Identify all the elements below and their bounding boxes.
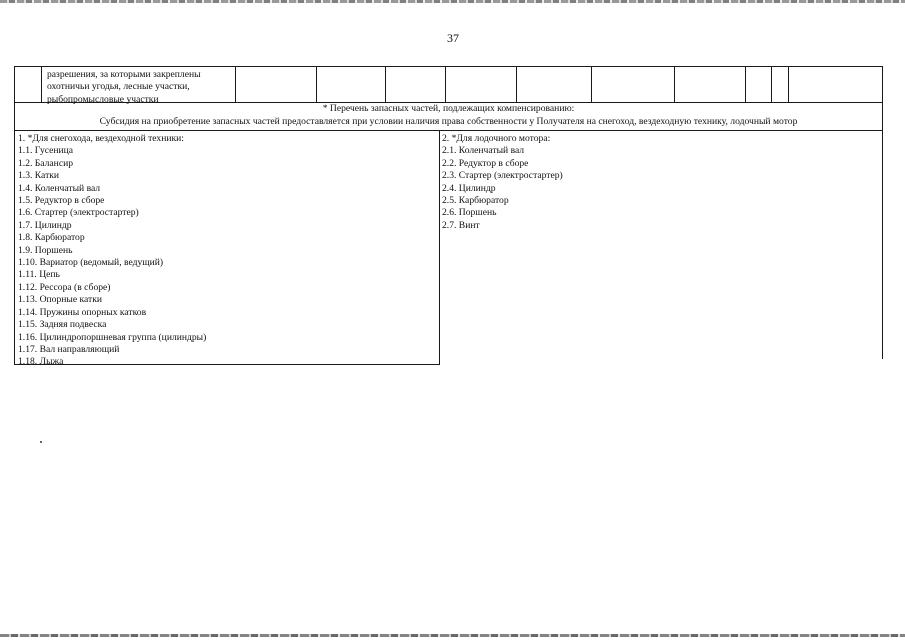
table-row-divider	[14, 130, 883, 131]
table-col-divider	[745, 66, 746, 103]
list-heading: 1. *Для снегохода, вездеходной техники:	[18, 133, 184, 144]
snowmobile-parts-list	[18, 133, 206, 369]
list-item: 1.16. Цилиндропоршневая группа (цилиндры)	[18, 331, 207, 343]
list-item: 1.4. Коленчатый вал	[18, 182, 101, 194]
list-item: 1.1. Гусеница	[18, 145, 74, 157]
page-number: 37	[447, 31, 459, 45]
table-col-divider	[516, 66, 517, 103]
list-item: 2.2. Редуктор в сборе	[442, 157, 529, 169]
list-item: 1.15. Задняя подвеска	[18, 319, 107, 331]
list-item: 2.1. Коленчатый вал	[442, 145, 525, 157]
list-item: 1.5. Редуктор в сборе	[18, 195, 105, 207]
list-item: 2.7. Винт	[442, 219, 480, 231]
list-item: 1.10. Вариатор (ведомый, ведущий)	[18, 257, 164, 269]
list-col-divider	[439, 130, 440, 365]
document-table	[14, 66, 883, 368]
list-item: 1.6. Стартер (электростартер)	[18, 207, 139, 219]
carryover-line: разрешения, за которыми закреплены	[47, 69, 201, 80]
list-item: 2.4. Цилиндр	[442, 182, 496, 194]
carryover-cell-text	[47, 69, 201, 106]
list-heading: 2. *Для лодочного мотора:	[442, 133, 551, 144]
spare-parts-note-text: Субсидия на приобретение запасных частей предоставляется при условии наличия права собственности у Получателя на снегоход, вездеходную технику, лодочный мотор	[99, 116, 798, 127]
list-item: 2.3. Стартер (электростартер)	[442, 170, 563, 182]
table-col-divider	[674, 66, 675, 103]
carryover-line: рыбопромысловые участки	[47, 93, 159, 105]
list-item: 2.5. Карбюратор	[442, 195, 509, 207]
list-item: 1.17. Вал направляющий	[18, 343, 120, 355]
table-col-divider	[445, 66, 446, 103]
table-col-divider	[41, 66, 42, 103]
list-item: 1.9. Поршень	[18, 244, 73, 256]
list-item: 1.14. Пружины опорных катков	[18, 306, 147, 318]
list-item: 1.7. Цилиндр	[18, 219, 72, 231]
scan-speck	[40, 441, 42, 443]
list-item: 1.18. Лыжа	[18, 356, 64, 368]
scan-edge-top	[0, 0, 905, 3]
list-item: 2.6. Поршень	[442, 207, 497, 219]
list-item: 1.8. Карбюратор	[18, 232, 85, 244]
boat-motor-parts-list	[442, 133, 563, 232]
scan-edge-bottom	[0, 634, 905, 637]
table-border-top	[14, 66, 883, 67]
table-col-divider	[235, 66, 236, 103]
list-item: 1.12. Рессора (в сборе)	[18, 281, 111, 293]
table-col-divider	[385, 66, 386, 103]
list-item: 1.3. Катки	[18, 170, 60, 182]
table-col-divider	[771, 66, 772, 103]
table-col-divider	[316, 66, 317, 103]
spare-parts-note-title: * Перечень запасных частей, подлежащих компенсированию:	[322, 103, 575, 114]
carryover-line: охотничьи угодья, лесные участки,	[47, 81, 190, 93]
table-col-divider	[788, 66, 789, 103]
list-item: 1.11. Цепь	[18, 269, 60, 281]
list-item: 1.2. Балансир	[18, 157, 74, 169]
list-item: 1.13. Опорные катки	[18, 294, 102, 306]
table-col-divider	[591, 66, 592, 103]
